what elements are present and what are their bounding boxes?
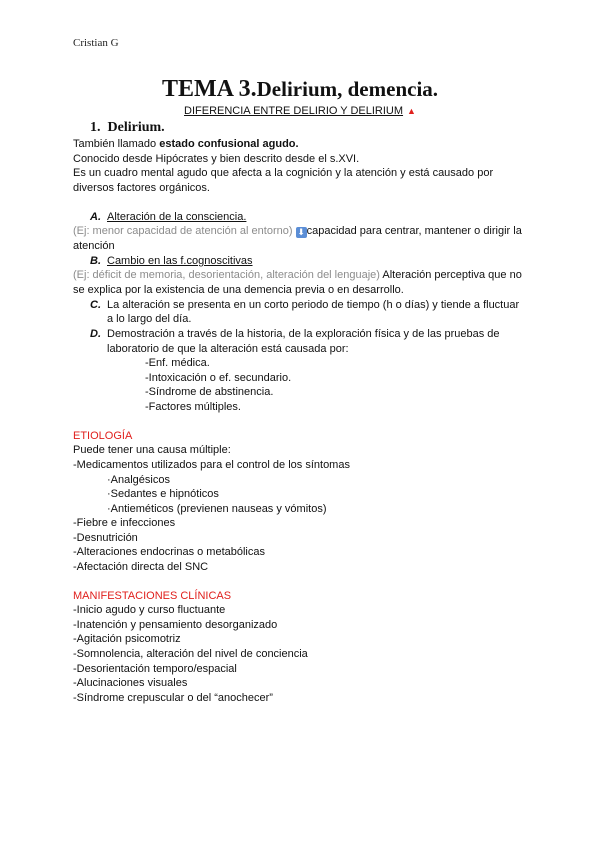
- title-rest: Delirium, demencia.: [256, 77, 439, 101]
- list-item: -Somnolencia, alteración del nivel de conciencia: [73, 648, 308, 660]
- criterion-c-line-2: a lo largo del día.: [107, 313, 192, 325]
- etiology-meds: -Medicamentos utilizados para el control de los síntomas: [73, 459, 350, 471]
- list-item: -Desnutrición: [73, 532, 138, 544]
- criterion-b-line-1: [73, 268, 522, 283]
- intro-line-2: Conocido desde Hipócrates y bien descrito desde el s.XVI.: [73, 153, 360, 165]
- criterion-b-text: Alteración perceptiva que no: [379, 269, 522, 281]
- list-item: ·Analgésicos: [107, 474, 170, 486]
- criterion-c-line-1: [90, 298, 519, 313]
- list-item: ·Sedantes e hipnóticos: [107, 488, 219, 500]
- criterion-b-title: Cambio en las f.cognoscitivas: [107, 255, 253, 267]
- criterion-d-line-1: [90, 327, 500, 342]
- list-item: -Fiebre e infecciones: [73, 517, 176, 529]
- list-item: -Síndrome crepuscular o del “anochecer”: [73, 692, 273, 704]
- criterion-a-letter: A.: [90, 211, 101, 223]
- list-item: -Intoxicación o ef. secundario.: [145, 372, 292, 384]
- section-title: Delirium.: [107, 120, 165, 135]
- criterion-a-heading: [90, 210, 246, 225]
- criterion-d-letter: D.: [90, 328, 101, 340]
- down-arrow-icon: ⬇: [297, 227, 305, 237]
- criterion-a-line-2: atención: [73, 240, 115, 252]
- list-item: -Enf. médica.: [145, 357, 210, 369]
- criterion-b-letter: B.: [90, 255, 101, 267]
- section-heading-delirium: [90, 120, 165, 136]
- list-item: -Inatención y pensamiento desorganizado: [73, 619, 278, 631]
- criterion-c-text: La alteración se presenta en un corto periodo de tiempo (h o días) y tiende a fluctuar: [107, 299, 520, 311]
- list-item: -Afectación directa del SNC: [73, 561, 209, 573]
- etiology-heading: ETIOLOGÍA: [73, 430, 133, 442]
- criterion-a-text: capacidad para centrar, mantener o dirigir la: [306, 225, 522, 237]
- subtitle-link[interactable]: DIFERENCIA ENTRE DELIRIO Y DELIRIUM: [184, 105, 404, 117]
- list-item: -Síndrome de abstinencia.: [145, 386, 274, 398]
- subtitle[interactable]: [0, 105, 600, 117]
- list-item: -Alteraciones endocrinas o metabólicas: [73, 546, 265, 558]
- criterion-c-letter: C.: [90, 299, 101, 311]
- intro-line-3: Es un cuadro mental agudo que afecta a la cognición y la atención y está causado por: [73, 167, 494, 179]
- etiology-intro: Puede tener una causa múltiple:: [73, 444, 231, 456]
- warning-triangle-icon: ▲: [407, 106, 416, 116]
- criterion-a-title: Alteración de la consciencia.: [107, 211, 247, 223]
- criterion-a-example: (Ej: menor capacidad de atención al entorno): [73, 225, 293, 237]
- list-item: -Inicio agudo y curso fluctuante: [73, 604, 226, 616]
- criterion-b-example: (Ej: déficit de memoria, desorientación, alteración del lenguaje): [73, 269, 380, 281]
- list-item: -Agitación psicomotriz: [73, 633, 181, 645]
- intro-line-4: diversos factores orgánicos.: [73, 182, 210, 194]
- intro-bold: estado confusional agudo.: [159, 138, 299, 150]
- title-main: TEMA 3.: [161, 76, 257, 102]
- criterion-d-line-2: laboratorio de que la alteración está causada por:: [107, 343, 349, 355]
- manifestations-heading: MANIFESTACIONES CLÍNICAS: [73, 590, 232, 602]
- author-name: Cristian G: [73, 37, 119, 49]
- criterion-d-text: Demostración a través de la historia, de la exploración física y de las pruebas de: [107, 328, 500, 340]
- section-number: 1.: [90, 120, 101, 135]
- list-item: -Factores múltiples.: [145, 401, 241, 413]
- page-title: [0, 76, 600, 103]
- list-item: -Desorientación temporo/espacial: [73, 663, 237, 675]
- intro-line-1: [73, 137, 299, 152]
- list-item: ·Antieméticos (previenen nauseas y vómitos): [107, 503, 327, 515]
- criterion-a-line-1: [73, 224, 522, 239]
- intro-text: También llamado: [73, 138, 160, 150]
- list-item: -Alucinaciones visuales: [73, 677, 188, 689]
- criterion-b-heading: [90, 254, 253, 269]
- criterion-b-line-2: se explica por la existencia de una demencia previa o en desarrollo.: [73, 284, 404, 296]
